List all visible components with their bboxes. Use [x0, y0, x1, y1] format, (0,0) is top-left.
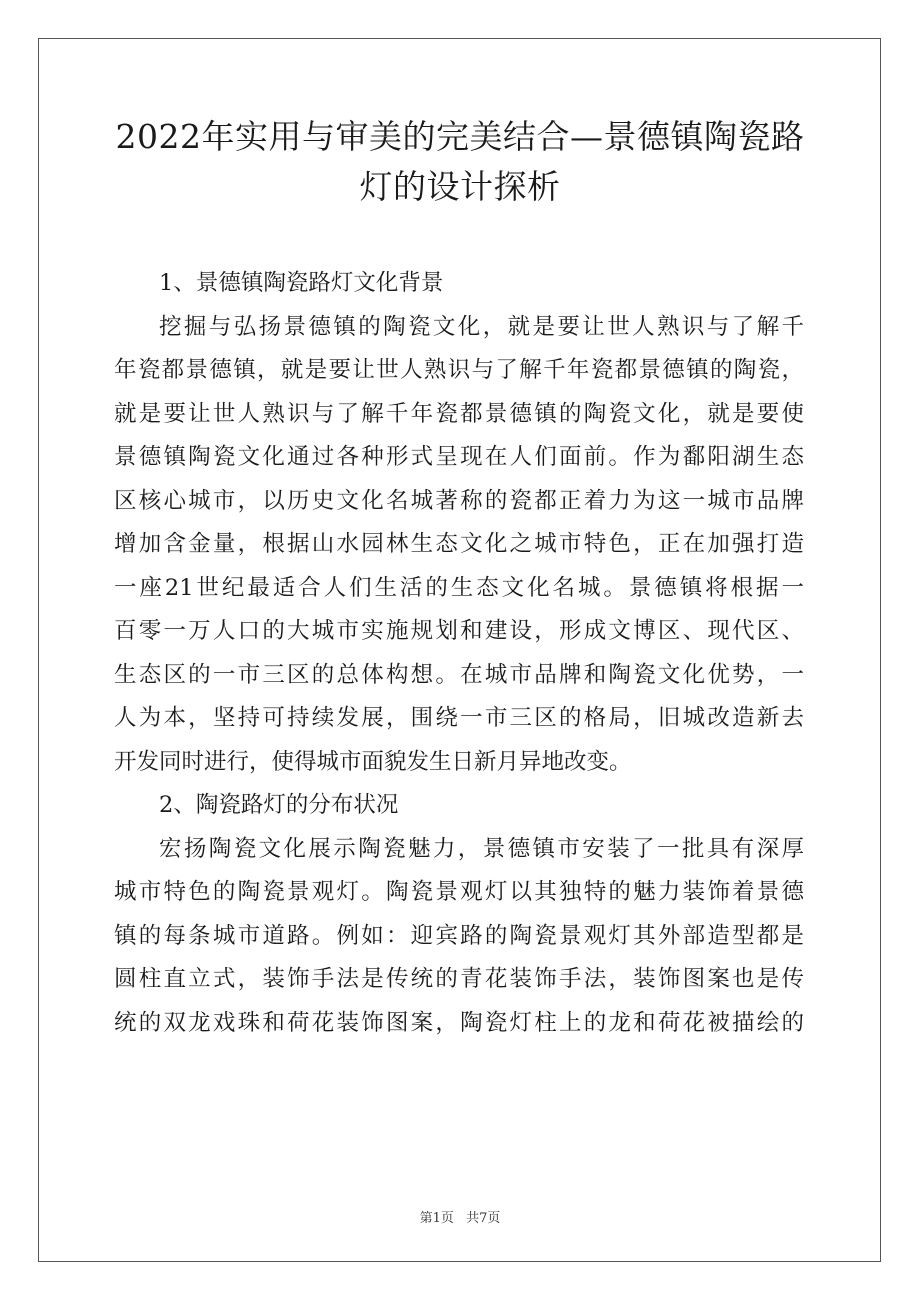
paragraph-line: 挖掘与弘扬景德镇的陶瓷文化，就是要让世人熟识与了解千 [159, 313, 804, 340]
title-line: 2022年实用与审美的完美结合—景德镇陶瓷路 [115, 117, 805, 156]
paragraph-line: 开发同时进行，使得城市面貌发生日新月异地改变。 [114, 748, 632, 775]
paragraph-line: 景德镇陶瓷文化通过各种形式呈现在人们面前。作为鄱阳湖生态 [114, 444, 804, 470]
paragraph-line: 宏扬陶瓷文化展示陶瓷魅力，景德镇市安装了一批具有深厚 [159, 835, 804, 862]
current-page-number: 第1页 [419, 1211, 454, 1226]
paragraph-line: 人为本，坚持可持续发展，围绕一市三区的格局，旧城改造新去 [114, 705, 804, 731]
paragraph-line: 城市特色的陶瓷景观灯。陶瓷景观灯以其独特的魅力装饰着景德 [114, 879, 804, 905]
paragraph-line: 统的双龙戏珠和荷花装饰图案，陶瓷灯柱上的龙和荷花被描绘的 [114, 1009, 804, 1036]
paragraph-line: 镇的每条城市道路。例如：迎宾路的陶瓷景观灯其外部造型都是 [114, 922, 804, 949]
paragraph-line: 百零一万人口的大城市实施规划和建设，形成文博区、现代区、 [114, 618, 804, 644]
paragraph-line: 增加含金量，根据山水园林生态文化之城市特色，正在加强打造 [114, 531, 804, 557]
total-page-count: 共7页 [466, 1211, 501, 1226]
paragraph-line: 年瓷都景德镇，就是要让世人熟识与了解千年瓷都景德镇的陶瓷， [114, 357, 804, 383]
paragraph-line: 圆柱直立式，装饰手法是传统的青花装饰手法，装饰图案也是传 [114, 966, 804, 992]
paragraph-line: 生态区的一市三区的总体构想。在城市品牌和陶瓷文化优势，一 [114, 661, 804, 688]
document-title [60, 112, 860, 212]
page-footer [0, 1207, 920, 1226]
section-heading: 2、陶瓷路灯的分布状况 [159, 792, 399, 818]
section-heading: 1、景德镇陶瓷路灯文化背景 [159, 270, 444, 296]
paragraph-line: 一座21世纪最适合人们生活的生态文化名城。景德镇将根据一 [114, 574, 804, 601]
document-body [114, 262, 804, 1045]
paragraph-line: 就是要让世人熟识与了解千年瓷都景德镇的陶瓷文化，就是要使 [114, 400, 804, 427]
paragraph-line: 区核心城市，以历史文化名城著称的瓷都正着力为这一城市品牌 [114, 487, 804, 514]
title-line: 灯的设计探析 [359, 167, 561, 206]
